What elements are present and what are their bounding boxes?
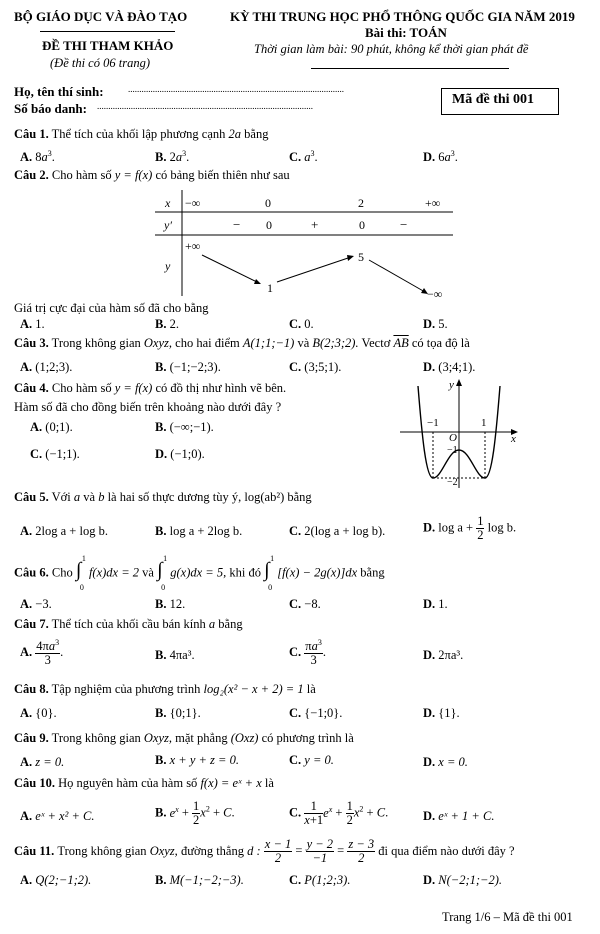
name-label: Họ, tên thí sinh: <box>14 84 104 99</box>
q5-option-b[interactable]: B. log a + 2log b. <box>155 524 243 538</box>
q1-text: Thể tích của khối lập phương cạnh <box>51 127 226 141</box>
q7-stem: Câu 7. Thể tích của khối cầu bán kính a bằng <box>14 617 243 631</box>
variation-table <box>155 188 455 303</box>
graph-ym1: −1 <box>447 445 458 456</box>
graph-x-label: x <box>511 433 516 445</box>
id-label: Số báo danh: <box>14 101 87 116</box>
q11-option-b[interactable]: B. M(−1;−2;−3). <box>155 873 244 887</box>
q3-stem: Câu 3. Trong không gian Oxyz, cho hai điểm A(1;1;−1) và B(2;3;2). Vectơ $\overline{AB}$ có tọa độ là <box>14 336 470 350</box>
table-x-neginf: −∞ <box>185 196 201 210</box>
q1-stem <box>14 127 268 142</box>
q10-option-b[interactable]: B. $e^x$ + $\frac{1}{2}$ $x^2 + C$. <box>155 799 235 828</box>
q5-option-a[interactable]: A. 2log a + log b. <box>20 524 108 538</box>
q6-option-b[interactable]: B. 12. <box>155 597 186 611</box>
table-yp-label: y′ <box>164 218 172 232</box>
q10-option-a[interactable]: A. eˣ + x² + C. <box>20 809 95 823</box>
q2-option-c[interactable]: C. 0. <box>289 317 314 331</box>
q8-stem: Câu 8. Tập nghiệm của phương trình log₂(x² − x + 2) = 1 là <box>14 682 316 696</box>
q10-stem: Câu 10. Họ nguyên hàm của hàm số f(x) = eˣ + x là <box>14 776 274 790</box>
exam-code: Mã đề thi 001 <box>452 92 535 107</box>
q5-option-c[interactable]: C. 2(log a + log b). <box>289 524 386 538</box>
name-dots: ................................................................................................ <box>128 84 344 94</box>
table-yp-minus2: − <box>400 217 408 232</box>
time-info: Thời gian làm bài: 90 phút, không kể thời gian phát đề <box>254 42 529 56</box>
q8-option-c[interactable]: C. {−1;0}. <box>289 706 343 720</box>
q1-option-c[interactable]: C. $a^3$. <box>289 149 318 165</box>
table-y-posinf: +∞ <box>185 239 201 253</box>
q1-option-a[interactable]: A. $8a^3$. <box>20 149 55 165</box>
page-footer: Trang 1/6 – Mã đề thi 001 <box>442 910 573 924</box>
q6-option-d[interactable]: D. 1. <box>423 597 448 611</box>
q2-text: Cho hàm số <box>51 168 112 182</box>
subject: Bài thi: TOÁN <box>365 25 447 40</box>
q6-option-c[interactable]: C. −8. <box>289 597 321 611</box>
q3-option-a[interactable]: A. (1;2;3). <box>20 360 73 374</box>
q5-stem: Câu 5. Với a và b là hai số thực dương tùy ý, log(ab²) bằng <box>14 490 312 504</box>
q1-option-d[interactable]: D. $6a^3$. <box>423 149 458 165</box>
table-x-zero: 0 <box>265 196 271 210</box>
q7-option-d[interactable]: D. 2πa³. <box>423 648 464 662</box>
integral-sign-3: ∫ 1 0 <box>264 554 275 592</box>
q6-stem: Câu 6. Cho ∫ 1 0 f(x)dx = 2 và ∫ 1 0 g(x)dx = 5, khi đó ∫ 1 0 [f(x) − 2g(x)]dx bằng <box>14 554 385 592</box>
q8-option-d[interactable]: D. {1}. <box>423 706 460 720</box>
q4-option-b[interactable]: B. (−∞;−1). <box>155 420 214 434</box>
q7-option-b[interactable]: B. 4πa³. <box>155 648 195 662</box>
q4-function-graph <box>400 376 525 490</box>
q7-option-a[interactable]: A. $\frac{4\pi a^3}{3}$ . <box>20 638 64 668</box>
table-x-label: x <box>165 196 171 210</box>
q9-option-d[interactable]: D. x = 0. <box>423 755 468 769</box>
integral-sign-2: ∫ 1 0 <box>157 554 168 592</box>
q2-tail: có bảng biến thiên như sau <box>155 168 290 182</box>
ministry-name: BỘ GIÁO DỤC VÀ ĐÀO TẠO <box>14 9 188 24</box>
q1-var: 2a <box>228 127 242 141</box>
q9-option-c[interactable]: C. y = 0. <box>289 753 334 767</box>
q9-option-b[interactable]: B. x + y + z = 0. <box>155 753 239 767</box>
q4-option-c[interactable]: C. (−1;1). <box>30 447 80 461</box>
q2-number: Câu 2. <box>14 168 49 182</box>
exam-title: KỲ THI TRUNG HỌC PHỔ THÔNG QUỐC GIA NĂM 2019 <box>230 9 575 24</box>
q4-stem: Câu 4. Cho hàm số y = f(x) có đồ thị như hình vẽ bên. <box>14 381 287 395</box>
table-x-posinf: +∞ <box>425 196 441 210</box>
graph-xp1: 1 <box>481 417 487 429</box>
q8-option-b[interactable]: B. {0;1}. <box>155 706 201 720</box>
q5-option-d[interactable]: D. log a + $\frac{1}{2}$ log b. <box>423 514 517 543</box>
integral-sign-1: ∫ 1 0 <box>75 554 86 592</box>
q1-tail: bằng <box>244 127 269 141</box>
table-y-one: 1 <box>267 281 273 295</box>
q3-option-c[interactable]: C. (3;5;1). <box>289 360 342 374</box>
table-yp-zero2: 0 <box>359 218 365 232</box>
table-y-label: y <box>165 259 171 273</box>
id-dots: ................................................................................................ <box>97 101 313 111</box>
q11-option-d[interactable]: D. N(−2;1;−2). <box>423 873 503 887</box>
q7-option-c[interactable]: C. $\frac{\pi a^3}{3}$ . <box>289 638 326 668</box>
q1-option-b[interactable]: B. $2a^3$. <box>155 149 190 165</box>
q3-option-b[interactable]: B. (−1;−2;3). <box>155 360 221 374</box>
q3-option-d[interactable]: D. (3;4;1). <box>423 360 476 374</box>
q2-option-a[interactable]: A. 1. <box>20 317 45 331</box>
page-count: (Đề thi có 06 trang) <box>50 56 150 70</box>
q6-option-a[interactable]: A. −3. <box>20 597 52 611</box>
table-x-two: 2 <box>358 196 364 210</box>
q11-option-c[interactable]: C. P(1;2;3). <box>289 873 351 887</box>
q2-func: y = f(x) <box>114 168 153 182</box>
header-underline-right <box>311 68 509 69</box>
table-y-five: 5 <box>358 250 364 264</box>
graph-xm1: −1 <box>427 417 439 429</box>
q8-option-a[interactable]: A. {0}. <box>20 706 57 720</box>
q2-option-b[interactable]: B. 2. <box>155 317 179 331</box>
q10-option-d[interactable]: D. eˣ + 1 + C. <box>423 809 495 823</box>
q2-option-d[interactable]: D. 5. <box>423 317 448 331</box>
table-yp-minus1: − <box>233 217 241 232</box>
q1-number: Câu 1. <box>14 127 49 141</box>
q4-option-a[interactable]: A. (0;1). <box>30 420 73 434</box>
graph-y-label: y <box>449 379 454 391</box>
graph-origin: O <box>449 432 457 444</box>
q4-option-d[interactable]: D. (−1;0). <box>155 447 205 461</box>
q10-option-c[interactable]: C. $\frac{1}{x+1}$ $e^x$ + $\frac{1}{2}$ $x^2 + C$. <box>289 799 389 828</box>
table-y-neginf: −∞ <box>427 287 443 301</box>
q11-option-a[interactable]: A. Q(2;−1;2). <box>20 873 92 887</box>
q2-stem <box>14 168 290 183</box>
table-yp-zero1: 0 <box>266 218 272 232</box>
q9-stem: Câu 9. Trong không gian Oxyz, mặt phẳng (Oxz) có phương trình là <box>14 731 354 745</box>
graph-ym2: −2 <box>447 477 458 488</box>
q2-question: Giá trị cực đại của hàm số đã cho bằng <box>14 301 209 315</box>
header-underline-left <box>40 31 175 32</box>
exam-type: ĐỀ THI THAM KHẢO <box>42 38 174 53</box>
q11-stem: Câu 11. Trong không gian Oxyz, đường thẳng d : $\frac{x - 1}{2}$ = $\frac{y - 2}{-1}$ = $\frac{z - 3}{2}$ đi qua điểm nào dưới đây ? <box>14 837 515 866</box>
q4-question: Hàm số đã cho đồng biến trên khoảng nào dưới đây ? <box>14 400 282 414</box>
table-yp-plus: + <box>311 217 319 232</box>
q9-option-a[interactable]: A. z = 0. <box>20 755 65 769</box>
